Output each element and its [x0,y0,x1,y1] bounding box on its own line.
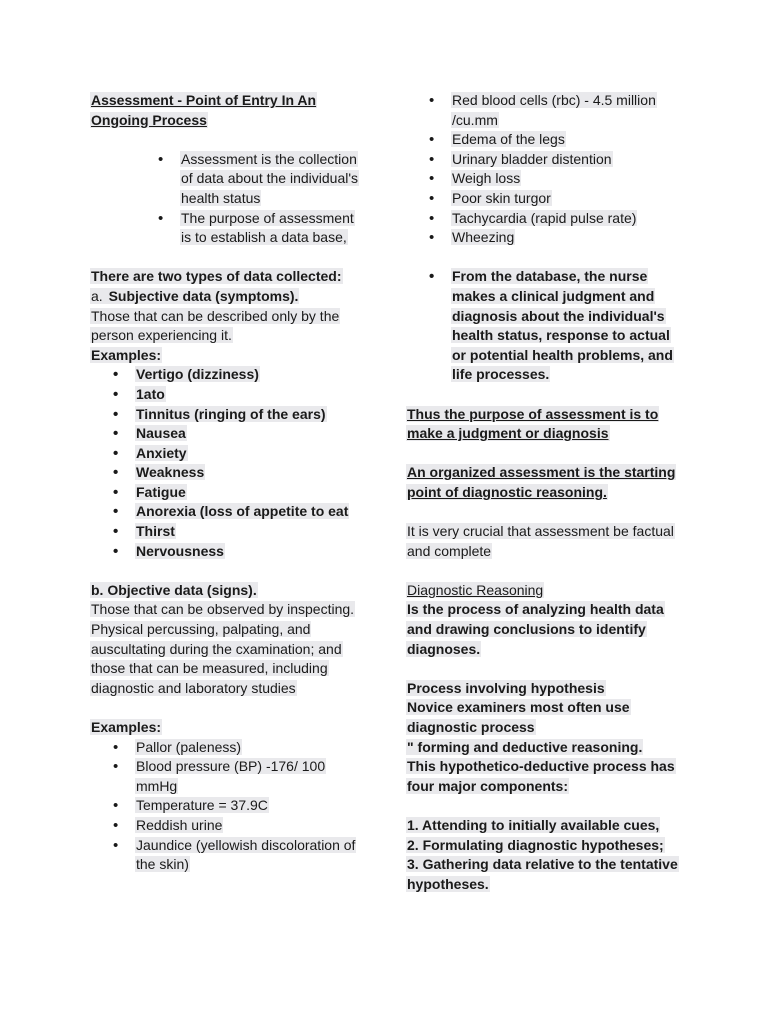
list-item: • Reddish urine [135,816,365,836]
list-item: • Jaundice (yellowish discoloration of the skin) [135,836,365,875]
objective-examples-list [90,738,365,875]
purpose-statement: Thus the purpose of assessment is to make a judgment or diagnosis [407,405,659,442]
list-item: • Wheezing [451,228,686,248]
list-item: • Nausea [135,424,365,444]
objective-examples-list-continued [406,91,686,248]
list-item: • Tachycardia (rapid pulse rate) [451,209,686,229]
list-item: • Weigh loss [451,169,686,189]
list-item: • Weakness [135,463,365,483]
list-item: • Edema of the legs [451,130,686,150]
list-item: • The purpose of assessment is to establish a data base, [180,209,365,248]
list-item: • Anxiety [135,444,365,464]
list-item: • 1ato [135,385,365,405]
objective-data-description: Those that can be observed by inspecting. [91,601,355,618]
organized-assessment-statement: An organized assessment is the starting point of diagnostic reasoning. [407,464,676,500]
subjective-data-title: a. Subjective data (symptoms). [91,287,299,304]
examples-label: Examples: [91,346,162,363]
list-item: • Temperature = 37.9C [135,796,365,816]
process-line: Novice examiners most often use diagnostic process [407,699,630,735]
component-item: 2. Formulating diagnostic hypotheses; [407,836,664,853]
right-column [406,91,686,894]
list-item: • Fatigue [135,483,365,503]
database-bullet-list [406,267,686,385]
process-line: Process involving hypothesis [407,679,605,696]
list-item: • Thirst [135,522,365,542]
component-item: 3. Gathering data relative to the tentative hypotheses. [407,856,678,892]
list-item: • Poor skin turgor [451,189,686,209]
list-item: • From the database, the nurse makes a clinical judgment and diagnosis about the individual's health status, response to actual or potential health problems, and life processes. [451,267,686,385]
list-item: • Red blood cells (rbc) - 4.5 million /cu.mm [451,91,686,130]
list-item: • Nervousness [135,542,365,562]
left-column [90,91,365,875]
section-heading: Assessment - Point of Entry In An Ongoing Process [91,92,317,128]
data-types-heading: There are two types of data collected: [91,268,342,285]
process-line: This hypothetico-deductive process has four major components: [407,758,675,794]
objective-data-methods: Physical percussing, palpating, and auscultating during the cxamination; and those that can be measured, including diagnostic and laboratory studies [91,621,342,696]
list-item: • Urinary bladder distention [451,150,686,170]
component-item: 1. Attending to initially available cues, [407,816,660,833]
process-line: " forming and deductive reasoning. [407,738,643,755]
list-item: • Vertigo (dizziness) [135,365,365,385]
crucial-statement: It is very crucial that assessment be factual and complete [407,523,674,559]
list-item: • Anorexia (loss of appetite to eat [135,502,365,522]
diagnostic-reasoning-heading: Diagnostic Reasoning [407,581,544,598]
list-item: • Assessment is the collection of data about the individual's health status [180,150,365,209]
intro-bullet-list [90,150,365,248]
list-item: • Tinnitus (ringing of the ears) [135,405,365,425]
subjective-data-description: Those that can be described only by the person experiencing it. [91,307,340,344]
list-item: • Blood pressure (BP) -176/ 100 mmHg [135,757,365,796]
list-item: • Pallor (paleness) [135,738,365,758]
objective-data-title: b. Objective data (signs). [91,581,257,598]
examples-label: Examples: [91,719,162,735]
subjective-examples-list [90,365,365,561]
diagnostic-reasoning-definition: Is the process of analyzing health data and drawing conclusions to identify diagnoses. [407,601,664,657]
